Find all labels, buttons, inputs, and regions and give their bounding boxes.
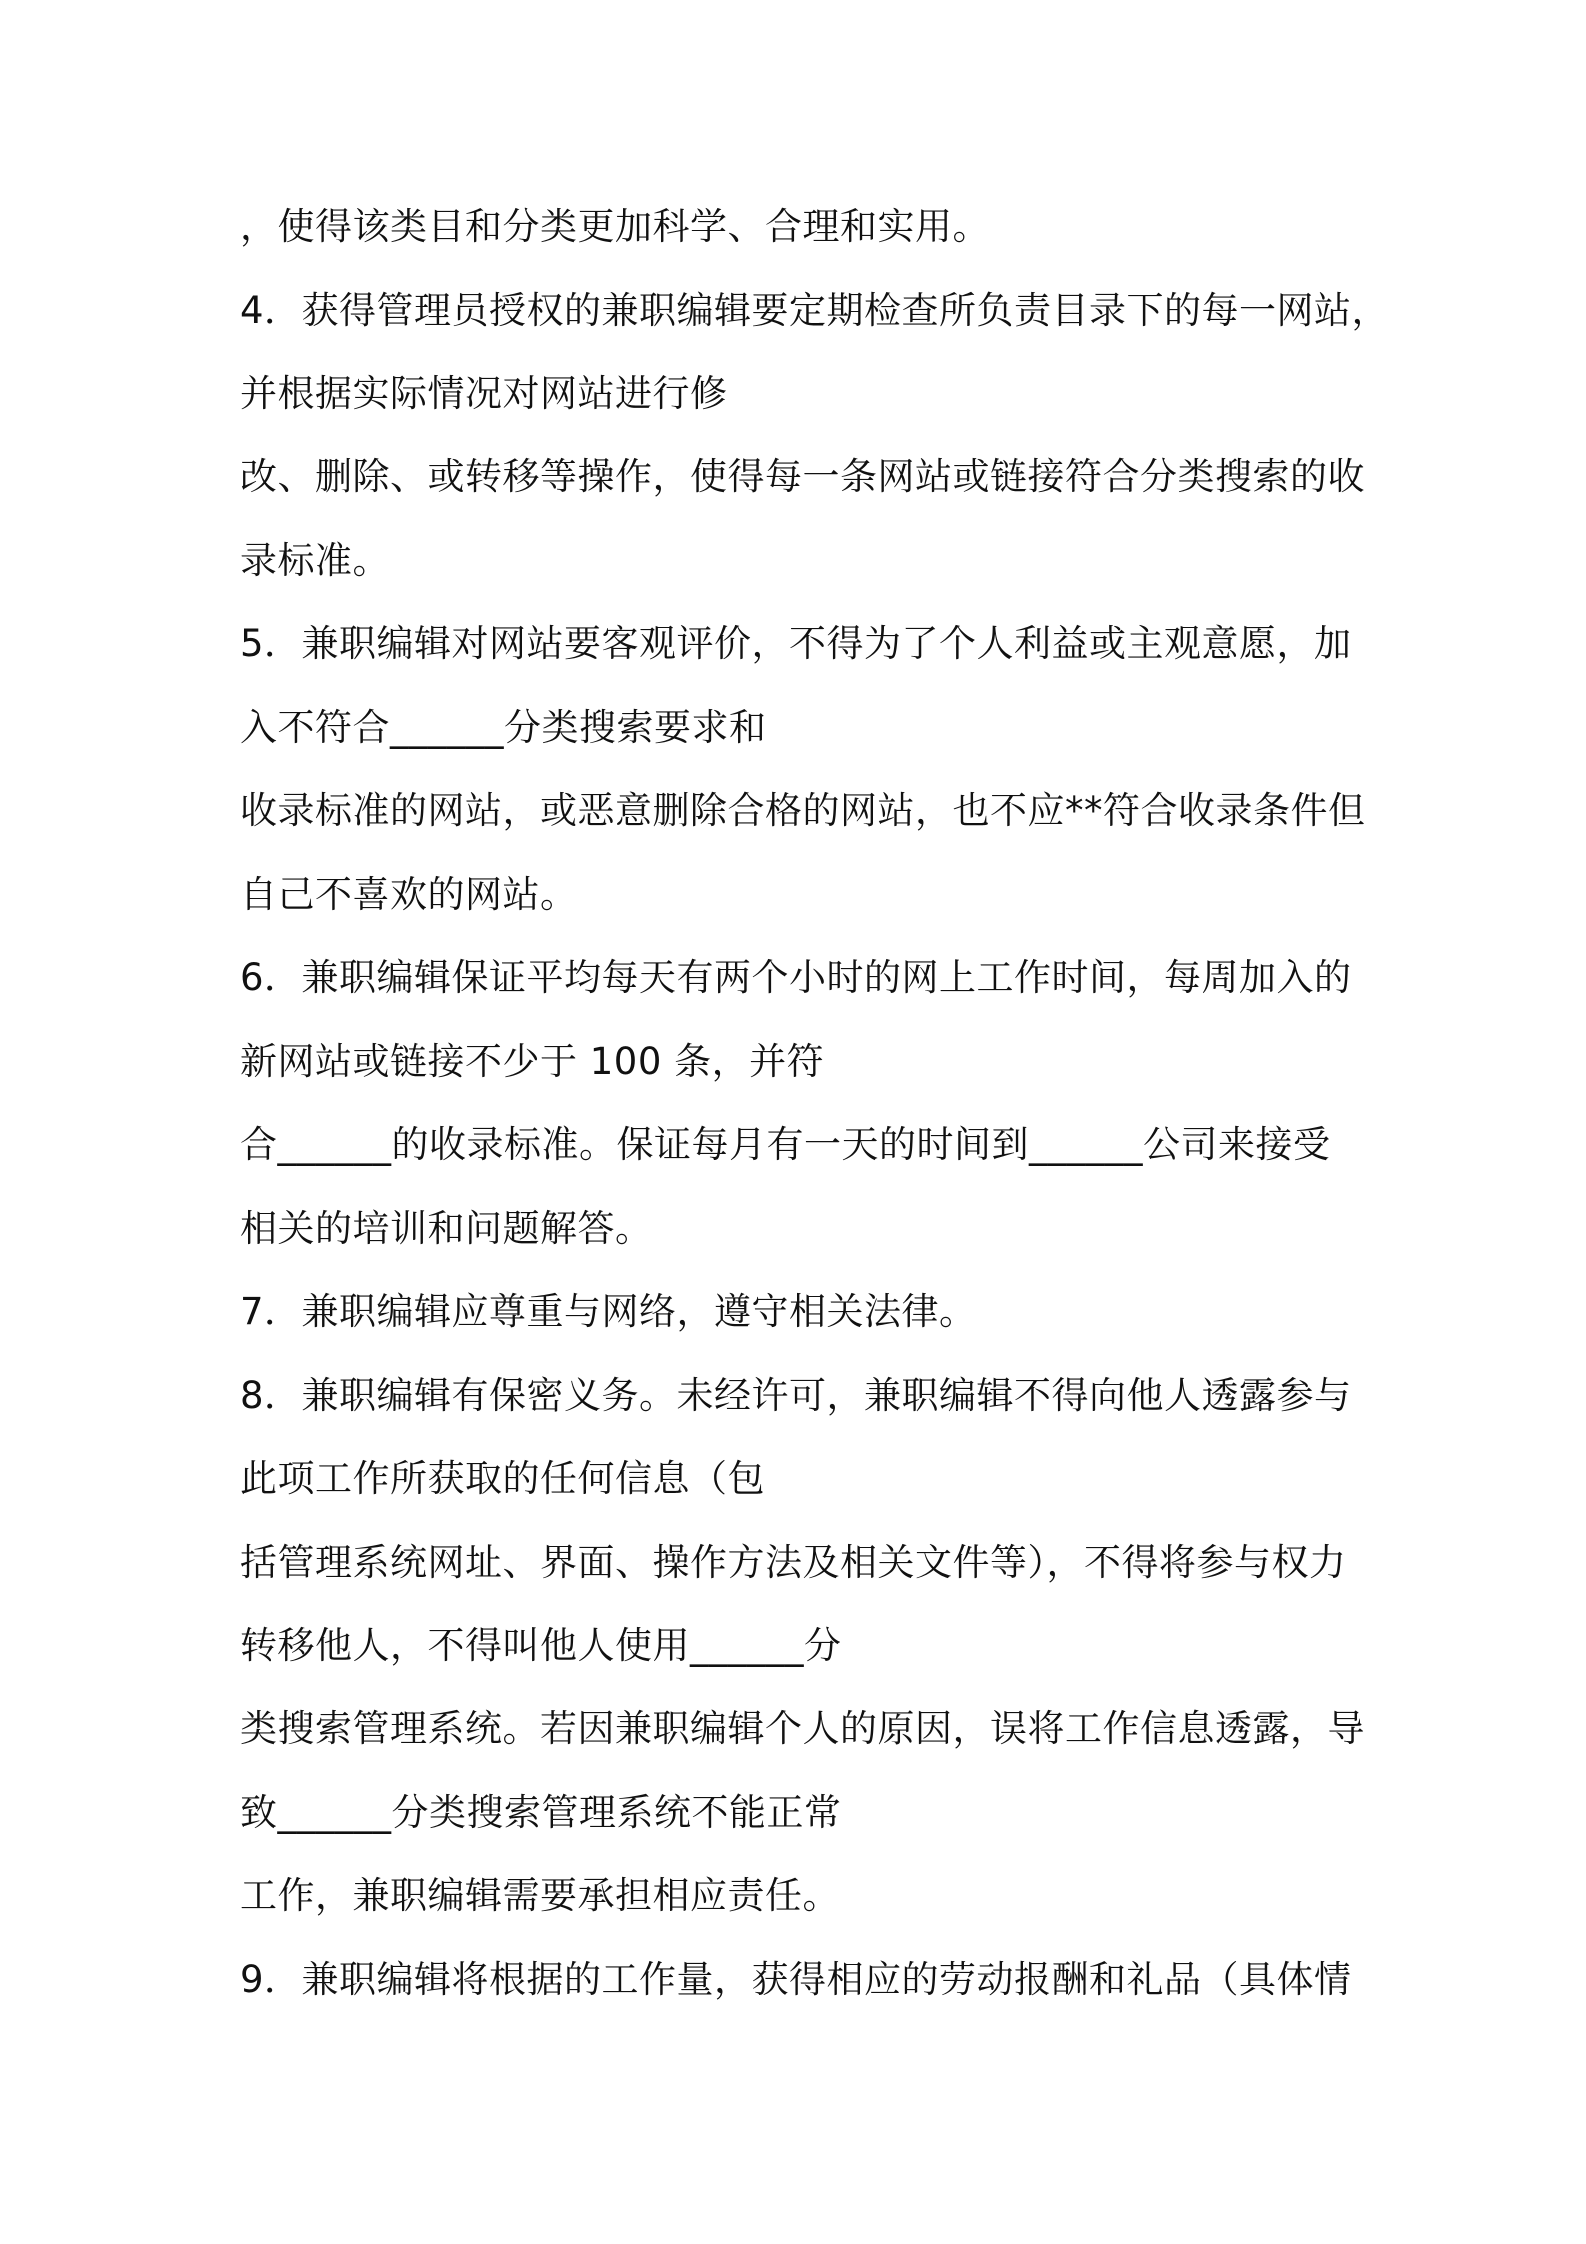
text-line: 合______的收录标准。保证每月有一天的时间到______公司来接受 bbox=[240, 1123, 1331, 1166]
text-line: 并根据实际情况对网站进行修 bbox=[240, 372, 728, 415]
text-line: 此项工作所获取的任何信息（包 bbox=[240, 1457, 765, 1500]
text-line: 8．兼职编辑有保密义务。未经许可，兼职编辑不得向他人透露参与 bbox=[240, 1374, 1352, 1417]
text-line: 6．兼职编辑保证平均每天有两个小时的网上工作时间，每周加入的 bbox=[240, 956, 1352, 999]
text-line: 自己不喜欢的网站。 bbox=[240, 873, 578, 916]
text-line: 工作，兼职编辑需要承担相应责任。 bbox=[240, 1874, 840, 1917]
text-line: 入不符合______分类搜索要求和 bbox=[240, 706, 767, 749]
text-line: 转移他人，不得叫他人使用______分 bbox=[240, 1624, 842, 1667]
text-line: 相关的培训和问题解答。 bbox=[240, 1207, 653, 1250]
text-line: 7．兼职编辑应尊重与网络，遵守相关法律。 bbox=[240, 1290, 977, 1333]
text-line: ，使得该类目和分类更加科学、合理和实用。 bbox=[240, 205, 990, 248]
text-line: 9．兼职编辑将根据的工作量，获得相应的劳动报酬和礼品（具体情 bbox=[240, 1958, 1352, 2001]
text-line: 新网站或链接不少于 100 条，并符 bbox=[240, 1040, 825, 1083]
text-line: 改、删除、或转移等操作，使得每一条网站或链接符合分类搜索的收 bbox=[240, 455, 1365, 498]
text-line: 5．兼职编辑对网站要客观评价，不得为了个人利益或主观意愿，加 bbox=[240, 622, 1352, 665]
text-line: 类搜索管理系统。若因兼职编辑个人的原因，误将工作信息透露，导 bbox=[240, 1707, 1365, 1750]
text-line: 致______分类搜索管理系统不能正常 bbox=[240, 1791, 842, 1834]
text-line: 录标准。 bbox=[240, 539, 390, 582]
text-line: 4．获得管理员授权的兼职编辑要定期检查所负责目录下的每一网站， bbox=[240, 289, 1390, 332]
text-line: 括管理系统网址、界面、操作方法及相关文件等），不得将参与权力 bbox=[240, 1541, 1347, 1584]
text-line: 收录标准的网站，或恶意删除合格的网站，也不应**符合收录条件但 bbox=[240, 789, 1366, 832]
